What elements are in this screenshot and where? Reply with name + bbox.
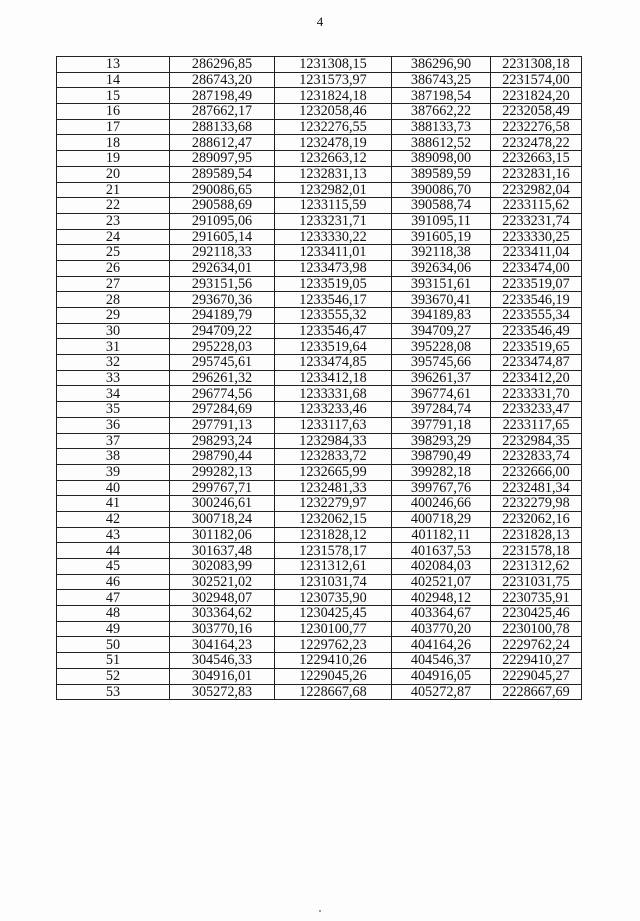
y1-coordinate-cell: 1233519,05 bbox=[275, 276, 392, 292]
x1-coordinate-cell: 299282,13 bbox=[170, 464, 275, 480]
x2-coordinate-cell: 389098,00 bbox=[392, 151, 491, 167]
table-row bbox=[57, 72, 582, 88]
y2-coordinate-cell: 2231031,75 bbox=[491, 574, 582, 590]
coordinates-table bbox=[56, 56, 582, 700]
y1-coordinate-cell: 1232833,72 bbox=[275, 449, 392, 465]
y2-coordinate-cell: 2232663,15 bbox=[491, 151, 582, 167]
y1-coordinate-cell: 1232276,55 bbox=[275, 119, 392, 135]
x2-coordinate-cell: 390588,74 bbox=[392, 198, 491, 214]
table-row bbox=[57, 213, 582, 229]
y1-coordinate-cell: 1229045,26 bbox=[275, 668, 392, 684]
y1-coordinate-cell: 1233546,47 bbox=[275, 323, 392, 339]
y2-coordinate-cell: 2233474,87 bbox=[491, 355, 582, 371]
y2-coordinate-cell: 2228667,69 bbox=[491, 684, 582, 700]
y1-coordinate-cell: 1233473,98 bbox=[275, 260, 392, 276]
x2-coordinate-cell: 393670,41 bbox=[392, 292, 491, 308]
y1-coordinate-cell: 1233231,71 bbox=[275, 213, 392, 229]
y1-coordinate-cell: 1233411,01 bbox=[275, 245, 392, 261]
y2-coordinate-cell: 2233519,07 bbox=[491, 276, 582, 292]
point-number-cell: 52 bbox=[57, 668, 170, 684]
y1-coordinate-cell: 1232984,33 bbox=[275, 433, 392, 449]
x2-coordinate-cell: 395228,08 bbox=[392, 339, 491, 355]
x1-coordinate-cell: 296261,32 bbox=[170, 370, 275, 386]
x2-coordinate-cell: 400246,66 bbox=[392, 496, 491, 512]
table-row bbox=[57, 449, 582, 465]
x2-coordinate-cell: 399767,76 bbox=[392, 480, 491, 496]
y1-coordinate-cell: 1230100,77 bbox=[275, 621, 392, 637]
y1-coordinate-cell: 1232062,15 bbox=[275, 511, 392, 527]
point-number-cell: 25 bbox=[57, 245, 170, 261]
x1-coordinate-cell: 293670,36 bbox=[170, 292, 275, 308]
y2-coordinate-cell: 2233231,74 bbox=[491, 213, 582, 229]
y1-coordinate-cell: 1233519,64 bbox=[275, 339, 392, 355]
point-number-cell: 14 bbox=[57, 72, 170, 88]
point-number-cell: 45 bbox=[57, 559, 170, 575]
point-number-cell: 48 bbox=[57, 606, 170, 622]
x1-coordinate-cell: 290588,69 bbox=[170, 198, 275, 214]
y2-coordinate-cell: 2229762,24 bbox=[491, 637, 582, 653]
x2-coordinate-cell: 405272,87 bbox=[392, 684, 491, 700]
x1-coordinate-cell: 304916,01 bbox=[170, 668, 275, 684]
table-row bbox=[57, 355, 582, 371]
point-number-cell: 43 bbox=[57, 527, 170, 543]
point-number-cell: 20 bbox=[57, 166, 170, 182]
table-row bbox=[57, 480, 582, 496]
y1-coordinate-cell: 1229410,26 bbox=[275, 653, 392, 669]
x1-coordinate-cell: 299767,71 bbox=[170, 480, 275, 496]
y2-coordinate-cell: 2232279,98 bbox=[491, 496, 582, 512]
point-number-cell: 40 bbox=[57, 480, 170, 496]
table-row bbox=[57, 245, 582, 261]
table-row bbox=[57, 135, 582, 151]
point-number-cell: 15 bbox=[57, 88, 170, 104]
x1-coordinate-cell: 298293,24 bbox=[170, 433, 275, 449]
y2-coordinate-cell: 2233546,19 bbox=[491, 292, 582, 308]
y1-coordinate-cell: 1231573,97 bbox=[275, 72, 392, 88]
table-row bbox=[57, 637, 582, 653]
table-row bbox=[57, 182, 582, 198]
point-number-cell: 16 bbox=[57, 104, 170, 120]
table-row bbox=[57, 590, 582, 606]
x1-coordinate-cell: 289589,54 bbox=[170, 166, 275, 182]
x2-coordinate-cell: 398293,29 bbox=[392, 433, 491, 449]
x1-coordinate-cell: 287662,17 bbox=[170, 104, 275, 120]
y1-coordinate-cell: 1232478,19 bbox=[275, 135, 392, 151]
table-row bbox=[57, 464, 582, 480]
x2-coordinate-cell: 404916,05 bbox=[392, 668, 491, 684]
y2-coordinate-cell: 2231574,00 bbox=[491, 72, 582, 88]
y2-coordinate-cell: 2231312,62 bbox=[491, 559, 582, 575]
x2-coordinate-cell: 387662,22 bbox=[392, 104, 491, 120]
y2-coordinate-cell: 2232833,74 bbox=[491, 449, 582, 465]
x1-coordinate-cell: 300246,61 bbox=[170, 496, 275, 512]
x2-coordinate-cell: 389589,59 bbox=[392, 166, 491, 182]
y1-coordinate-cell: 1231578,17 bbox=[275, 543, 392, 559]
y2-coordinate-cell: 2233546,49 bbox=[491, 323, 582, 339]
x2-coordinate-cell: 388612,52 bbox=[392, 135, 491, 151]
x2-coordinate-cell: 398790,49 bbox=[392, 449, 491, 465]
point-number-cell: 31 bbox=[57, 339, 170, 355]
x1-coordinate-cell: 294709,22 bbox=[170, 323, 275, 339]
point-number-cell: 26 bbox=[57, 260, 170, 276]
y1-coordinate-cell: 1233474,85 bbox=[275, 355, 392, 371]
table-row bbox=[57, 684, 582, 700]
x1-coordinate-cell: 301637,48 bbox=[170, 543, 275, 559]
y1-coordinate-cell: 1232831,13 bbox=[275, 166, 392, 182]
point-number-cell: 46 bbox=[57, 574, 170, 590]
y1-coordinate-cell: 1232665,99 bbox=[275, 464, 392, 480]
x2-coordinate-cell: 402948,12 bbox=[392, 590, 491, 606]
table-row bbox=[57, 119, 582, 135]
x1-coordinate-cell: 287198,49 bbox=[170, 88, 275, 104]
x2-coordinate-cell: 397284,74 bbox=[392, 402, 491, 418]
y2-coordinate-cell: 2230100,78 bbox=[491, 621, 582, 637]
y1-coordinate-cell: 1233115,59 bbox=[275, 198, 392, 214]
table-row bbox=[57, 88, 582, 104]
y2-coordinate-cell: 2231578,18 bbox=[491, 543, 582, 559]
y1-coordinate-cell: 1232279,97 bbox=[275, 496, 392, 512]
table-row bbox=[57, 668, 582, 684]
x2-coordinate-cell: 392118,38 bbox=[392, 245, 491, 261]
x2-coordinate-cell: 399282,18 bbox=[392, 464, 491, 480]
x1-coordinate-cell: 294189,79 bbox=[170, 308, 275, 324]
y1-coordinate-cell: 1233117,63 bbox=[275, 417, 392, 433]
scan-dot bbox=[319, 910, 321, 912]
y2-coordinate-cell: 2233519,65 bbox=[491, 339, 582, 355]
x2-coordinate-cell: 401182,11 bbox=[392, 527, 491, 543]
table-row bbox=[57, 370, 582, 386]
x2-coordinate-cell: 390086,70 bbox=[392, 182, 491, 198]
point-number-cell: 47 bbox=[57, 590, 170, 606]
point-number-cell: 29 bbox=[57, 308, 170, 324]
x1-coordinate-cell: 293151,56 bbox=[170, 276, 275, 292]
y1-coordinate-cell: 1231312,61 bbox=[275, 559, 392, 575]
x2-coordinate-cell: 391095,11 bbox=[392, 213, 491, 229]
table-row bbox=[57, 229, 582, 245]
x1-coordinate-cell: 304546,33 bbox=[170, 653, 275, 669]
table-row bbox=[57, 559, 582, 575]
x2-coordinate-cell: 396261,37 bbox=[392, 370, 491, 386]
x1-coordinate-cell: 298790,44 bbox=[170, 449, 275, 465]
point-number-cell: 36 bbox=[57, 417, 170, 433]
y1-coordinate-cell: 1229762,23 bbox=[275, 637, 392, 653]
y2-coordinate-cell: 2233117,65 bbox=[491, 417, 582, 433]
point-number-cell: 50 bbox=[57, 637, 170, 653]
x1-coordinate-cell: 286743,20 bbox=[170, 72, 275, 88]
table-row bbox=[57, 57, 582, 73]
point-number-cell: 13 bbox=[57, 57, 170, 73]
y1-coordinate-cell: 1233555,32 bbox=[275, 308, 392, 324]
y2-coordinate-cell: 2232478,22 bbox=[491, 135, 582, 151]
point-number-cell: 30 bbox=[57, 323, 170, 339]
point-number-cell: 18 bbox=[57, 135, 170, 151]
point-number-cell: 17 bbox=[57, 119, 170, 135]
y1-coordinate-cell: 1233233,46 bbox=[275, 402, 392, 418]
y2-coordinate-cell: 2233474,00 bbox=[491, 260, 582, 276]
table-row bbox=[57, 527, 582, 543]
y1-coordinate-cell: 1228667,68 bbox=[275, 684, 392, 700]
x2-coordinate-cell: 386743,25 bbox=[392, 72, 491, 88]
x2-coordinate-cell: 388133,73 bbox=[392, 119, 491, 135]
x2-coordinate-cell: 402084,03 bbox=[392, 559, 491, 575]
y1-coordinate-cell: 1233330,22 bbox=[275, 229, 392, 245]
y2-coordinate-cell: 2230425,46 bbox=[491, 606, 582, 622]
point-number-cell: 41 bbox=[57, 496, 170, 512]
y2-coordinate-cell: 2232481,34 bbox=[491, 480, 582, 496]
point-number-cell: 49 bbox=[57, 621, 170, 637]
table-row bbox=[57, 198, 582, 214]
point-number-cell: 38 bbox=[57, 449, 170, 465]
y2-coordinate-cell: 2233555,34 bbox=[491, 308, 582, 324]
x1-coordinate-cell: 290086,65 bbox=[170, 182, 275, 198]
y2-coordinate-cell: 2233412,20 bbox=[491, 370, 582, 386]
x2-coordinate-cell: 395745,66 bbox=[392, 355, 491, 371]
y1-coordinate-cell: 1231308,15 bbox=[275, 57, 392, 73]
point-number-cell: 42 bbox=[57, 511, 170, 527]
x1-coordinate-cell: 297284,69 bbox=[170, 402, 275, 418]
x2-coordinate-cell: 397791,18 bbox=[392, 417, 491, 433]
table-row bbox=[57, 151, 582, 167]
x2-coordinate-cell: 402521,07 bbox=[392, 574, 491, 590]
y2-coordinate-cell: 2230735,91 bbox=[491, 590, 582, 606]
x1-coordinate-cell: 302521,02 bbox=[170, 574, 275, 590]
y2-coordinate-cell: 2232984,35 bbox=[491, 433, 582, 449]
y2-coordinate-cell: 2232276,58 bbox=[491, 119, 582, 135]
y2-coordinate-cell: 2231824,20 bbox=[491, 88, 582, 104]
x1-coordinate-cell: 302948,07 bbox=[170, 590, 275, 606]
point-number-cell: 32 bbox=[57, 355, 170, 371]
x1-coordinate-cell: 305272,83 bbox=[170, 684, 275, 700]
point-number-cell: 33 bbox=[57, 370, 170, 386]
y2-coordinate-cell: 2233411,04 bbox=[491, 245, 582, 261]
y1-coordinate-cell: 1230425,45 bbox=[275, 606, 392, 622]
point-number-cell: 37 bbox=[57, 433, 170, 449]
y2-coordinate-cell: 2233233,47 bbox=[491, 402, 582, 418]
y2-coordinate-cell: 2229045,27 bbox=[491, 668, 582, 684]
table-row bbox=[57, 339, 582, 355]
y2-coordinate-cell: 2232831,16 bbox=[491, 166, 582, 182]
point-number-cell: 27 bbox=[57, 276, 170, 292]
x2-coordinate-cell: 403770,20 bbox=[392, 621, 491, 637]
table-row bbox=[57, 166, 582, 182]
x1-coordinate-cell: 291095,06 bbox=[170, 213, 275, 229]
x2-coordinate-cell: 404546,37 bbox=[392, 653, 491, 669]
point-number-cell: 44 bbox=[57, 543, 170, 559]
point-number-cell: 53 bbox=[57, 684, 170, 700]
table-row bbox=[57, 511, 582, 527]
x2-coordinate-cell: 401637,53 bbox=[392, 543, 491, 559]
x1-coordinate-cell: 289097,95 bbox=[170, 151, 275, 167]
y2-coordinate-cell: 2231828,13 bbox=[491, 527, 582, 543]
table-row bbox=[57, 292, 582, 308]
x1-coordinate-cell: 303364,62 bbox=[170, 606, 275, 622]
y1-coordinate-cell: 1231031,74 bbox=[275, 574, 392, 590]
table-row bbox=[57, 543, 582, 559]
point-number-cell: 23 bbox=[57, 213, 170, 229]
point-number-cell: 28 bbox=[57, 292, 170, 308]
x2-coordinate-cell: 403364,67 bbox=[392, 606, 491, 622]
x1-coordinate-cell: 286296,85 bbox=[170, 57, 275, 73]
x2-coordinate-cell: 400718,29 bbox=[392, 511, 491, 527]
table-row bbox=[57, 496, 582, 512]
table-row bbox=[57, 574, 582, 590]
x2-coordinate-cell: 392634,06 bbox=[392, 260, 491, 276]
x2-coordinate-cell: 394189,83 bbox=[392, 308, 491, 324]
y1-coordinate-cell: 1233331,68 bbox=[275, 386, 392, 402]
y1-coordinate-cell: 1231828,12 bbox=[275, 527, 392, 543]
x1-coordinate-cell: 302083,99 bbox=[170, 559, 275, 575]
x1-coordinate-cell: 288612,47 bbox=[170, 135, 275, 151]
x1-coordinate-cell: 292118,33 bbox=[170, 245, 275, 261]
x1-coordinate-cell: 300718,24 bbox=[170, 511, 275, 527]
table-row bbox=[57, 308, 582, 324]
coordinates-table-body bbox=[57, 57, 582, 700]
point-number-cell: 35 bbox=[57, 402, 170, 418]
x1-coordinate-cell: 301182,06 bbox=[170, 527, 275, 543]
table-row bbox=[57, 260, 582, 276]
x2-coordinate-cell: 396774,61 bbox=[392, 386, 491, 402]
y2-coordinate-cell: 2232666,00 bbox=[491, 464, 582, 480]
y2-coordinate-cell: 2232058,49 bbox=[491, 104, 582, 120]
y1-coordinate-cell: 1232058,46 bbox=[275, 104, 392, 120]
table-row bbox=[57, 386, 582, 402]
table-row bbox=[57, 104, 582, 120]
x1-coordinate-cell: 291605,14 bbox=[170, 229, 275, 245]
y2-coordinate-cell: 2233115,62 bbox=[491, 198, 582, 214]
x1-coordinate-cell: 288133,68 bbox=[170, 119, 275, 135]
y1-coordinate-cell: 1233546,17 bbox=[275, 292, 392, 308]
point-number-cell: 34 bbox=[57, 386, 170, 402]
point-number-cell: 19 bbox=[57, 151, 170, 167]
page-number: 4 bbox=[316, 14, 324, 29]
table-row bbox=[57, 417, 582, 433]
x1-coordinate-cell: 295228,03 bbox=[170, 339, 275, 355]
x1-coordinate-cell: 295745,61 bbox=[170, 355, 275, 371]
y1-coordinate-cell: 1232663,12 bbox=[275, 151, 392, 167]
table-row bbox=[57, 621, 582, 637]
y1-coordinate-cell: 1233412,18 bbox=[275, 370, 392, 386]
point-number-cell: 39 bbox=[57, 464, 170, 480]
y2-coordinate-cell: 2232062,16 bbox=[491, 511, 582, 527]
table-row bbox=[57, 606, 582, 622]
table-row bbox=[57, 433, 582, 449]
x1-coordinate-cell: 296774,56 bbox=[170, 386, 275, 402]
table-row bbox=[57, 323, 582, 339]
table-row bbox=[57, 402, 582, 418]
y2-coordinate-cell: 2233330,25 bbox=[491, 229, 582, 245]
x2-coordinate-cell: 404164,26 bbox=[392, 637, 491, 653]
y2-coordinate-cell: 2233331,70 bbox=[491, 386, 582, 402]
x2-coordinate-cell: 386296,90 bbox=[392, 57, 491, 73]
y1-coordinate-cell: 1231824,18 bbox=[275, 88, 392, 104]
table-row bbox=[57, 653, 582, 669]
y2-coordinate-cell: 2232982,04 bbox=[491, 182, 582, 198]
x2-coordinate-cell: 391605,19 bbox=[392, 229, 491, 245]
y1-coordinate-cell: 1230735,90 bbox=[275, 590, 392, 606]
x1-coordinate-cell: 303770,16 bbox=[170, 621, 275, 637]
y1-coordinate-cell: 1232481,33 bbox=[275, 480, 392, 496]
point-number-cell: 24 bbox=[57, 229, 170, 245]
table-row bbox=[57, 276, 582, 292]
x2-coordinate-cell: 393151,61 bbox=[392, 276, 491, 292]
x2-coordinate-cell: 394709,27 bbox=[392, 323, 491, 339]
point-number-cell: 51 bbox=[57, 653, 170, 669]
y1-coordinate-cell: 1232982,01 bbox=[275, 182, 392, 198]
x2-coordinate-cell: 387198,54 bbox=[392, 88, 491, 104]
point-number-cell: 22 bbox=[57, 198, 170, 214]
x1-coordinate-cell: 297791,13 bbox=[170, 417, 275, 433]
y2-coordinate-cell: 2229410,27 bbox=[491, 653, 582, 669]
x1-coordinate-cell: 292634,01 bbox=[170, 260, 275, 276]
x1-coordinate-cell: 304164,23 bbox=[170, 637, 275, 653]
point-number-cell: 21 bbox=[57, 182, 170, 198]
y2-coordinate-cell: 2231308,18 bbox=[491, 57, 582, 73]
